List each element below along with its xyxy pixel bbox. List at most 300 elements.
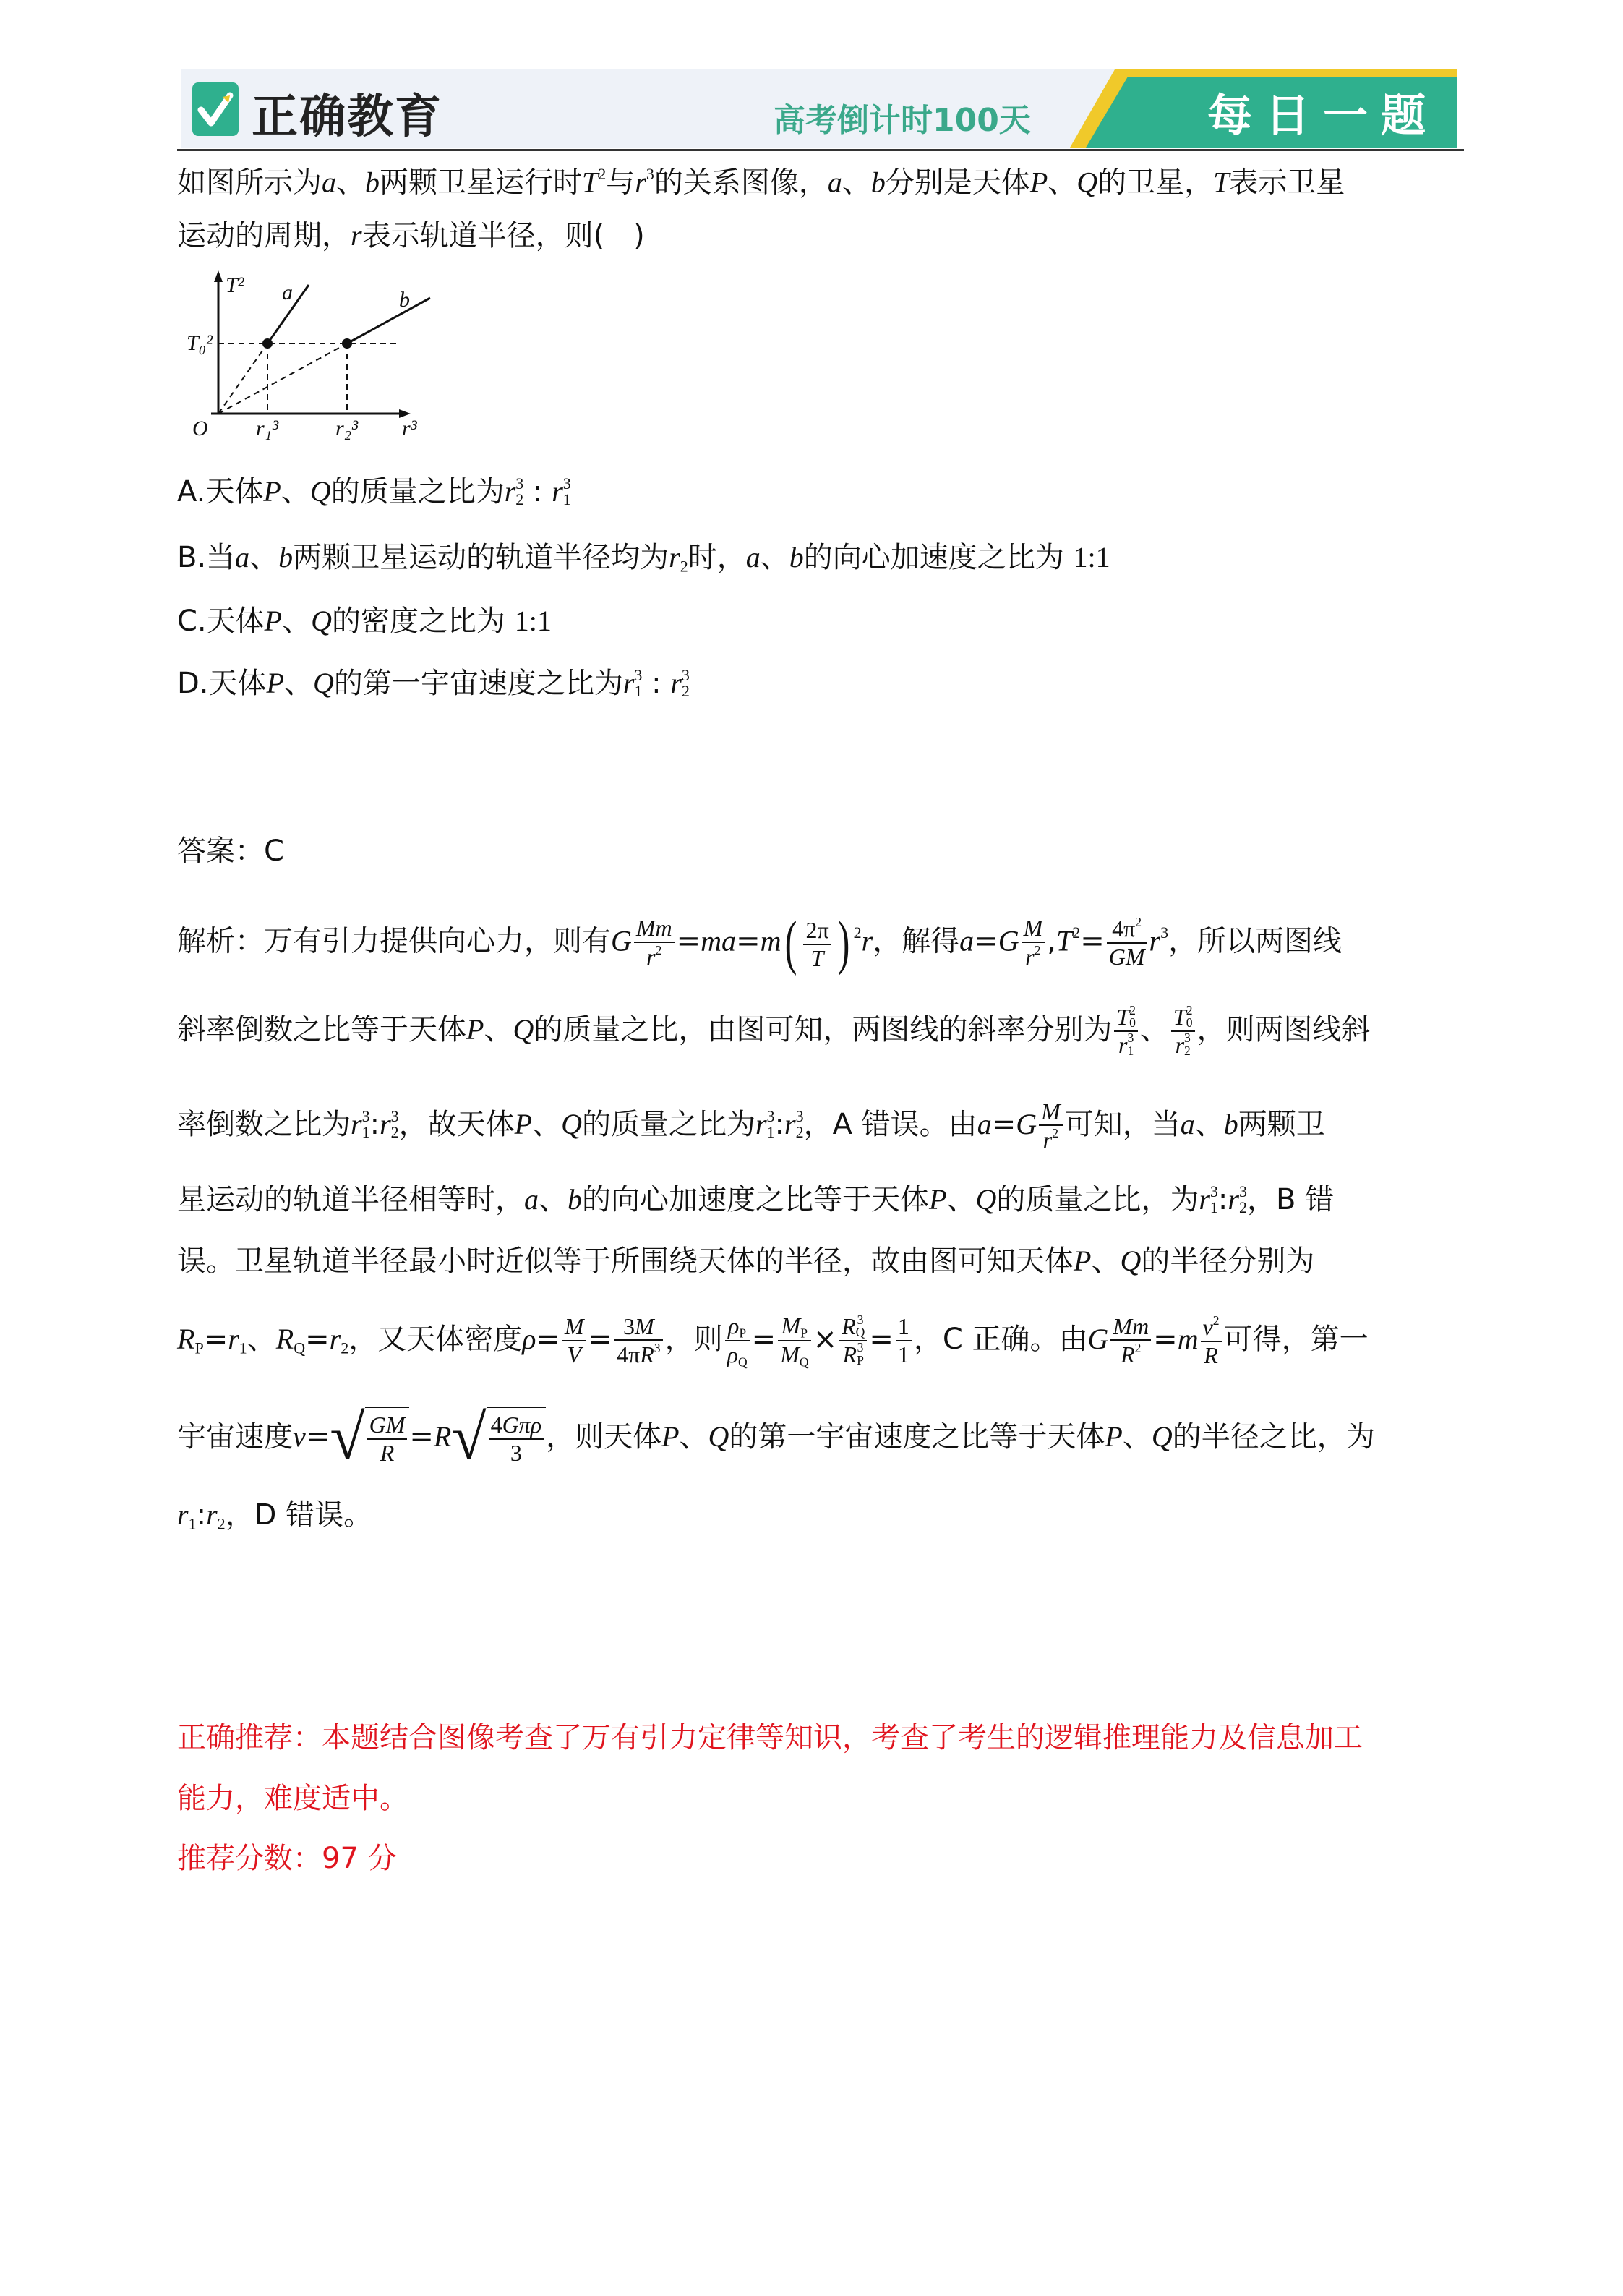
line-b-extension <box>218 343 347 414</box>
math-symbol: r <box>755 1108 767 1140</box>
math-symbol: a <box>745 541 761 573</box>
math-number: 3 <box>510 1440 522 1466</box>
numerator <box>725 1313 750 1341</box>
math-symbol: T <box>1116 1004 1130 1030</box>
text-run: 、 <box>760 541 789 574</box>
fraction <box>1107 915 1147 970</box>
math-symbol: a <box>959 924 975 957</box>
math-symbol: R <box>177 1323 195 1355</box>
sup-sub <box>1210 1184 1218 1216</box>
sup-sub <box>857 1341 864 1367</box>
math-symbol: P <box>1074 1245 1092 1277</box>
text-run: ，A 错误。由 <box>803 1108 977 1141</box>
math-symbol: r <box>177 1498 189 1531</box>
analysis-line <box>177 1096 1325 1153</box>
subscript: 1 <box>361 1123 370 1141</box>
option-d <box>177 654 690 712</box>
text-run: 误。卫星轨道半径最小时近似等于所围绕天体的半径，故由图可知天体 <box>177 1245 1074 1278</box>
superscript: 3 <box>857 1312 864 1327</box>
math-symbol: m <box>1177 1323 1199 1355</box>
text-run: = <box>588 1323 613 1356</box>
text-run: 与 <box>606 166 635 200</box>
text-run: 、 <box>532 1108 562 1141</box>
superscript: 2 <box>655 943 662 958</box>
math-symbol: r <box>228 1323 239 1355</box>
checkmark-logo-icon <box>192 82 239 136</box>
fraction <box>896 1313 912 1368</box>
daily-question-title: 每日一题 <box>1207 89 1439 142</box>
superscript: 3 <box>562 474 571 492</box>
sup-sub <box>1127 1032 1134 1057</box>
math-symbol: R <box>640 1341 654 1368</box>
denominator <box>1039 1126 1063 1153</box>
text-run: : <box>523 475 552 508</box>
subscript: Q <box>799 1354 809 1370</box>
denominator <box>725 1341 750 1369</box>
math-number: 4π <box>1112 916 1136 942</box>
math-symbol: r <box>380 1108 391 1140</box>
text-run: A.天体 <box>177 475 264 508</box>
superscript: 2 <box>1134 1341 1142 1356</box>
math-number: 1 <box>897 1313 909 1340</box>
sup-sub <box>1129 1004 1136 1030</box>
brand-name: 正确教育 <box>252 90 442 144</box>
numerator <box>1171 1004 1195 1032</box>
math-symbol: Q <box>513 1013 534 1046</box>
text-run: = <box>751 1323 776 1356</box>
text-run: = <box>305 1420 330 1454</box>
denominator <box>896 1341 912 1368</box>
math-symbol: G <box>611 924 632 957</box>
denominator <box>1107 944 1147 970</box>
text-run: 、 <box>946 1183 976 1216</box>
superscript: 3 <box>1209 1182 1218 1200</box>
y-axis-label: T² <box>226 273 244 297</box>
math-symbol: Q <box>561 1108 582 1140</box>
text-run: : <box>642 667 671 700</box>
math-symbol: r <box>1149 924 1161 957</box>
text-run: 表示卫星 <box>1229 166 1345 200</box>
fraction <box>634 915 675 970</box>
superscript: 3 <box>1238 1182 1247 1200</box>
text-run: = <box>1080 924 1105 958</box>
subscript: 1 <box>766 1123 775 1141</box>
denominator <box>367 1440 408 1467</box>
line-b-label: b <box>399 288 410 312</box>
math-symbol: b <box>789 541 804 573</box>
math-symbol: r <box>635 166 646 199</box>
text-run: : <box>196 1498 207 1532</box>
x-axis-label: r³ <box>402 417 417 440</box>
sup-sub <box>362 1109 370 1140</box>
math-symbol: GM <box>1108 944 1145 970</box>
text-run: 率倒数之比为 <box>177 1108 351 1141</box>
text-run: 、 <box>1122 1420 1152 1454</box>
math-symbol: P <box>264 605 283 637</box>
text-run: 分别是天体 <box>885 166 1030 200</box>
subscript: P <box>800 1325 808 1340</box>
math-symbol: r <box>552 475 563 508</box>
math-symbol: Mm <box>1113 1313 1149 1339</box>
text-run: 的关系图像， <box>654 166 828 200</box>
math-symbol: P <box>1105 1420 1123 1453</box>
denominator <box>1201 1342 1222 1369</box>
recommendation-line: 能力，难度适中。 <box>177 1782 408 1815</box>
fraction <box>367 1412 408 1467</box>
text-run: = <box>203 1323 228 1356</box>
math-symbol: r <box>206 1498 218 1531</box>
math-symbol: ρ <box>728 1312 740 1339</box>
math-symbol: r <box>1199 1183 1210 1216</box>
text-run: 、 <box>1139 1013 1169 1046</box>
math-symbol: a <box>524 1183 539 1216</box>
denominator <box>1171 1032 1195 1059</box>
fraction <box>1114 1004 1138 1059</box>
subscript: 2 <box>795 1123 804 1141</box>
text-run: : <box>774 1108 785 1141</box>
fraction <box>1039 1098 1063 1154</box>
text-run: = <box>869 1323 894 1356</box>
text-run: 、 <box>1091 1245 1121 1278</box>
text-run: 时， <box>688 541 746 574</box>
radicand <box>365 1407 410 1470</box>
text-run: 的向心加速度之比等于天体 <box>582 1183 929 1216</box>
numerator <box>489 1412 544 1440</box>
math-symbol: P <box>1029 166 1048 199</box>
math-symbol: P <box>514 1108 533 1140</box>
analysis-line <box>177 1310 1369 1368</box>
question-line <box>177 145 1345 203</box>
text-run: 的第一宇宙速度之比为 <box>333 667 623 700</box>
text-run: ，C 正确。由 <box>913 1323 1088 1356</box>
text-run: = <box>974 924 998 958</box>
numerator <box>1201 1313 1222 1342</box>
math-symbol: Mm <box>635 915 672 942</box>
subscript: 1 <box>1127 1044 1134 1058</box>
superscript: 3 <box>1160 923 1169 942</box>
analysis-line <box>177 1232 1314 1290</box>
fraction <box>489 1412 544 1467</box>
subscript: P <box>194 1339 204 1357</box>
math-symbol: r <box>669 541 680 573</box>
text-run: = <box>1153 1323 1178 1356</box>
text-run: 星运动的轨道半径相等时， <box>177 1183 524 1216</box>
math-symbol: m <box>760 924 781 957</box>
math-symbol: R <box>275 1323 294 1355</box>
text-run: ，D 错误。 <box>225 1498 373 1532</box>
sup-sub <box>634 667 642 699</box>
superscript: 2 <box>1072 923 1081 942</box>
math-number: 1 <box>897 1341 909 1367</box>
text-run: 、 <box>484 1013 513 1046</box>
subscript: 2 <box>515 490 524 508</box>
math-symbol: M <box>564 1313 584 1340</box>
math-symbol: r <box>351 219 362 252</box>
superscript: 2 <box>1186 1002 1193 1017</box>
text-run: 如图所示为 <box>177 166 322 200</box>
math-symbol: a <box>1180 1108 1195 1140</box>
subscript: 0 <box>1129 1015 1136 1030</box>
text-run: = <box>991 1108 1016 1141</box>
text-run: ，B 错 <box>1246 1183 1335 1216</box>
sup-sub <box>515 476 523 508</box>
superscript: 2 <box>1135 915 1142 930</box>
t0-label: T₀² <box>187 331 213 355</box>
fraction <box>839 1313 867 1368</box>
math-symbol: Q <box>1076 166 1098 199</box>
text-run: ，则两图线斜 <box>1196 1013 1371 1046</box>
analysis-line <box>177 1486 372 1544</box>
text-run: = <box>736 924 761 958</box>
recommendation-score: 推荐分数：97 分 <box>177 1842 397 1875</box>
math-number: 1:1 <box>1073 541 1110 573</box>
square-root <box>451 1403 546 1473</box>
radical-sign-icon: √ <box>451 1403 487 1473</box>
text-run: 的密度之比为 <box>331 605 515 638</box>
denominator <box>839 1341 867 1368</box>
text-run: 、 <box>336 166 365 200</box>
math-symbol: r <box>351 1108 362 1140</box>
math-symbol: r <box>329 1323 341 1355</box>
math-symbol: Q <box>309 475 331 508</box>
math-number: 1:1 <box>514 605 552 637</box>
superscript: 3 <box>390 1107 399 1125</box>
text-run: = <box>536 1323 560 1356</box>
subscript: 2 <box>1238 1198 1247 1216</box>
sup-sub <box>1186 1004 1193 1030</box>
option-a <box>177 463 571 521</box>
math-symbol: b <box>278 541 294 573</box>
superscript: 3 <box>857 1340 864 1355</box>
superscript: 3 <box>515 474 524 492</box>
math-symbol: R <box>842 1341 857 1367</box>
math-symbol: R <box>433 1420 452 1453</box>
denominator <box>1114 1032 1138 1059</box>
subscript: Q <box>855 1325 865 1340</box>
math-symbol: a <box>322 166 336 199</box>
text-run: = <box>409 1420 434 1454</box>
math-symbol: r <box>670 667 682 699</box>
math-symbol: G <box>1016 1108 1037 1140</box>
superscript: 3 <box>361 1107 370 1125</box>
subscript: 1 <box>188 1514 197 1533</box>
math-symbol: a <box>235 541 250 573</box>
superscript: 3 <box>1127 1030 1134 1046</box>
text-run: 斜率倒数之比等于天体 <box>177 1013 466 1046</box>
superscript: 3 <box>646 165 654 183</box>
subscript: Q <box>294 1339 306 1357</box>
superscript: 3 <box>681 666 690 684</box>
math-symbol: r <box>861 924 873 957</box>
superscript: 2 <box>1129 1002 1136 1017</box>
text-run: 的第一宇宙速度之比等于天体 <box>729 1420 1105 1454</box>
numerator <box>562 1313 586 1341</box>
sup-sub <box>796 1109 804 1140</box>
text-run: , <box>1047 924 1056 958</box>
math-symbol: R <box>1121 1341 1135 1368</box>
math-symbol: b <box>1223 1108 1238 1140</box>
math-symbol: R <box>842 1313 856 1340</box>
denominator <box>614 1341 663 1368</box>
superscript: 2 <box>1212 1313 1220 1328</box>
math-symbol: v <box>293 1420 306 1453</box>
subscript: 2 <box>390 1123 399 1141</box>
text-run: 的向心加速度之比为 <box>803 541 1074 574</box>
math-symbol: r <box>1118 1032 1128 1058</box>
numerator <box>778 1313 810 1341</box>
math-symbol: M <box>635 1313 654 1339</box>
superscript: 2 <box>598 165 607 183</box>
text-run: : <box>1217 1183 1228 1216</box>
paren-body <box>801 914 833 972</box>
math-symbol: V <box>567 1341 582 1367</box>
numerator <box>367 1412 408 1440</box>
text-run: 表示轨道半径，则( ) <box>361 219 645 252</box>
superscript: 2 <box>1034 943 1041 958</box>
text-run: 、 <box>1194 1108 1224 1141</box>
fraction <box>1022 915 1045 970</box>
sup-sub <box>1184 1032 1191 1057</box>
text-run: 可知，当 <box>1064 1108 1181 1141</box>
math-symbol: Q <box>311 605 332 637</box>
analysis-line <box>177 1171 1334 1229</box>
recommendation-line: 正确推荐：本题结合图像考查了万有引力定律等知识，考查了考生的逻辑推理能力及信息加工 <box>177 1721 1363 1754</box>
math-symbol: b <box>568 1183 582 1216</box>
fraction <box>614 1313 663 1369</box>
subscript: P <box>739 1325 747 1340</box>
math-symbol: P <box>263 475 281 508</box>
subscript: 0 <box>1186 1015 1193 1030</box>
analysis-line <box>177 1403 1375 1473</box>
text-run: 的质量之比，为 <box>996 1183 1199 1216</box>
text-run: 、 <box>539 1183 568 1216</box>
subscript: 1 <box>1209 1198 1218 1216</box>
math-symbol: T <box>582 166 599 199</box>
math-symbol: GM <box>369 1412 406 1438</box>
header-banner <box>181 69 1457 148</box>
r1-label: r₁³ <box>256 417 279 440</box>
fraction <box>725 1313 750 1370</box>
line-a-label: a <box>282 281 293 304</box>
math-symbol: Q <box>708 1420 729 1453</box>
option-c <box>177 592 552 650</box>
math-symbol: M <box>780 1341 800 1367</box>
math-symbol: b <box>870 166 886 199</box>
math-symbol: v <box>1202 1313 1213 1340</box>
text-run: = <box>305 1323 330 1356</box>
denominator <box>562 1341 586 1368</box>
text-run: 的质量之比为 <box>330 475 505 508</box>
t2-r3-graph <box>189 269 435 443</box>
subscript: 1 <box>634 682 643 700</box>
math-symbol: G <box>998 924 1019 957</box>
math-symbol: T <box>1213 166 1230 199</box>
subscript: 2 <box>681 682 690 700</box>
fraction <box>562 1313 586 1368</box>
denominator <box>634 943 675 970</box>
text-run: B.当 <box>177 541 236 574</box>
math-symbol: r <box>1042 1127 1053 1153</box>
text-run: 运动的周期， <box>177 219 351 252</box>
math-symbol: Q <box>1151 1420 1173 1453</box>
countdown-text: 高考倒计时100天 <box>774 102 1031 139</box>
text-run: = <box>676 924 701 958</box>
origin-label: O <box>192 417 208 440</box>
numerator <box>1107 915 1147 944</box>
superscript: 3 <box>634 666 643 684</box>
numerator <box>896 1313 912 1341</box>
option-b <box>177 529 1110 586</box>
math-symbol: M <box>781 1312 801 1339</box>
math-symbol: ρ <box>727 1341 738 1367</box>
subscript: 2 <box>217 1514 226 1533</box>
text-run: 可得，第一 <box>1223 1323 1369 1356</box>
math-symbol: P <box>929 1183 947 1216</box>
superscript: 2 <box>1052 1126 1059 1141</box>
fraction <box>778 1313 810 1370</box>
text-run: 解析：万有引力提供向心力，则有 <box>177 924 611 958</box>
question-line <box>177 207 645 265</box>
text-run: 、 <box>247 1323 276 1356</box>
text-run: ，故天体 <box>398 1108 515 1141</box>
numerator <box>1022 915 1045 943</box>
denominator <box>489 1440 544 1467</box>
math-symbol: P <box>266 667 284 699</box>
math-symbol: R <box>1204 1341 1218 1368</box>
text-run: 两颗卫星运动的轨道半径均为 <box>293 541 669 574</box>
math-symbol: G <box>1087 1323 1109 1355</box>
line-b <box>347 298 430 343</box>
denominator <box>778 1341 810 1369</box>
sup-sub <box>856 1314 865 1339</box>
text-run: 的质量之比为 <box>581 1108 755 1141</box>
text-run: 宇宙速度 <box>177 1420 293 1454</box>
numerator <box>614 1313 663 1341</box>
math-symbol: M <box>1041 1098 1061 1124</box>
analysis-line <box>177 1001 1371 1059</box>
text-run: 、 <box>281 475 310 508</box>
y-axis-arrow-icon <box>214 270 223 282</box>
r2-label: r₂³ <box>335 417 359 440</box>
math-symbol: ρ <box>522 1323 536 1355</box>
math-symbol: r <box>622 667 635 699</box>
sup-sub <box>391 1109 399 1140</box>
math-symbol: r <box>504 475 516 508</box>
superscript: 3 <box>795 1107 804 1125</box>
subscript: Q <box>737 1354 748 1370</box>
math-symbol: a <box>977 1108 992 1140</box>
superscript: 3 <box>1184 1030 1191 1046</box>
text-run: 两颗卫 <box>1238 1108 1325 1141</box>
math-symbol: r <box>784 1108 796 1140</box>
text-run: ，解得 <box>873 924 960 958</box>
math-symbol: T <box>1173 1004 1186 1030</box>
math-symbol: M <box>1023 915 1043 942</box>
numerator <box>1114 1004 1138 1032</box>
denominator <box>1110 1341 1151 1368</box>
fraction <box>803 917 831 972</box>
right-paren: ) <box>837 908 849 976</box>
text-run: ，则天体 <box>546 1420 662 1454</box>
square-root <box>330 1403 409 1473</box>
superscript: 3 <box>766 1107 775 1125</box>
math-symbol: r <box>646 944 656 970</box>
analysis-line <box>177 904 1342 976</box>
fraction <box>1201 1313 1222 1369</box>
text-run: 两颗卫星运行时 <box>380 166 582 200</box>
text-run: 、 <box>679 1420 708 1454</box>
math-symbol: T <box>810 944 824 971</box>
